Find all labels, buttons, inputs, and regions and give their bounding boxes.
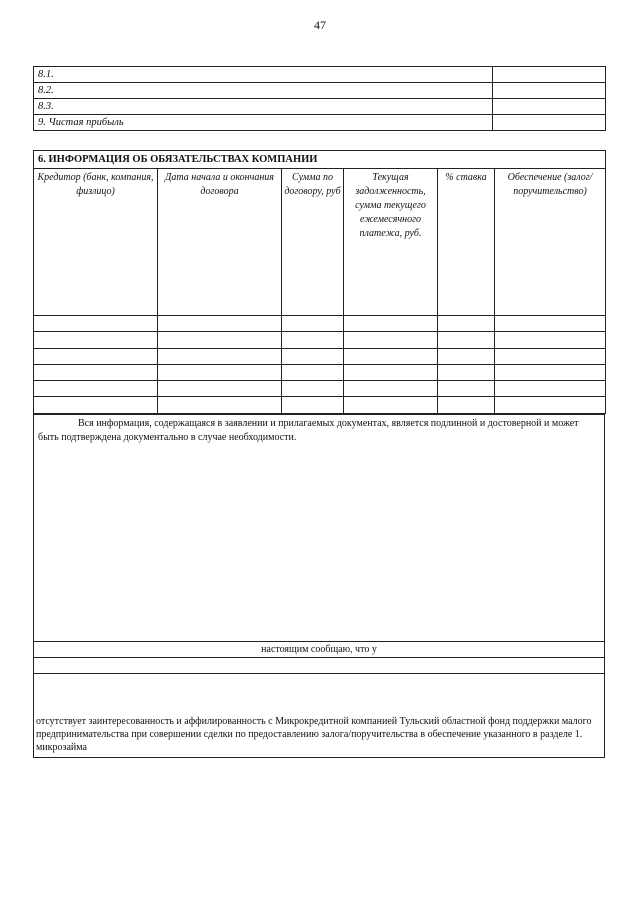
page-number: 47 — [314, 18, 326, 32]
row-label: 8.3. — [34, 99, 493, 115]
value-cell[interactable] — [493, 115, 606, 131]
declaration-box — [33, 414, 605, 642]
table-cell[interactable] — [158, 348, 282, 364]
table-cell[interactable] — [282, 381, 344, 397]
value-cell[interactable] — [493, 83, 606, 99]
table-row — [34, 115, 606, 131]
table-row — [34, 348, 606, 364]
applicant-name-field[interactable] — [34, 658, 605, 674]
table-cell[interactable] — [438, 348, 495, 364]
table-cell[interactable] — [495, 381, 606, 397]
table-cell[interactable] — [282, 348, 344, 364]
financial-indicators-table — [33, 66, 606, 131]
table-cell[interactable] — [495, 316, 606, 332]
column-header-contract-dates: Дата начала и окончания договора — [158, 169, 282, 316]
table-cell[interactable] — [34, 348, 158, 364]
table-cell[interactable] — [282, 397, 344, 413]
column-header-contract-amount: Сумма по договору, руб — [282, 169, 344, 316]
table-row — [34, 332, 606, 348]
table-cell[interactable] — [495, 397, 606, 413]
notification-text: отсутствует заинтересованность и аффилированность с Микрокредитной компанией Тульский областной фонд поддержки малого предпринимательства при совершении сделки по предоставлению залога/поручительства в обеспечение указанного в разделе 1. микрозайма — [34, 674, 605, 758]
column-header-current-debt: Текущая задолженность, сумма текущего ежемесячного платежа, руб. — [344, 169, 438, 316]
column-header-collateral: Обеспечение (залог/поручительство) — [495, 169, 606, 316]
table-cell[interactable] — [34, 316, 158, 332]
table-cell[interactable] — [158, 397, 282, 413]
table-cell[interactable] — [34, 332, 158, 348]
table-cell[interactable] — [34, 397, 158, 413]
header-row — [34, 169, 606, 316]
value-cell[interactable] — [493, 67, 606, 83]
notification-lead-text: настоящим сообщаю, что у — [34, 642, 605, 658]
row-label: 8.1. — [34, 67, 493, 83]
column-header-creditor: Кредитор (банк, компания, физлицо) — [34, 169, 158, 316]
table-row — [34, 67, 606, 83]
value-cell[interactable] — [493, 99, 606, 115]
table-row — [34, 381, 606, 397]
table-cell[interactable] — [495, 332, 606, 348]
row-label: 9. Чистая прибыль — [34, 115, 493, 131]
table-cell[interactable] — [34, 381, 158, 397]
table-cell[interactable] — [438, 364, 495, 380]
table-row — [34, 316, 606, 332]
table-cell[interactable] — [158, 381, 282, 397]
table-row — [34, 83, 606, 99]
table-cell[interactable] — [344, 381, 438, 397]
table-cell[interactable] — [495, 348, 606, 364]
table-cell[interactable] — [344, 348, 438, 364]
table-row — [34, 397, 606, 413]
table-cell[interactable] — [344, 397, 438, 413]
table-cell[interactable] — [495, 364, 606, 380]
column-header-rate: % ставка — [438, 169, 495, 316]
table-cell[interactable] — [158, 332, 282, 348]
table-cell[interactable] — [344, 316, 438, 332]
table-cell[interactable] — [438, 316, 495, 332]
table-row — [34, 364, 606, 380]
notification-box — [33, 641, 605, 758]
table-row — [34, 99, 606, 115]
table-cell[interactable] — [344, 364, 438, 380]
section-title: 6. ИНФОРМАЦИЯ ОБ ОБЯЗАТЕЛЬСТВАХ КОМПАНИИ — [34, 151, 606, 169]
table-cell[interactable] — [438, 332, 495, 348]
table-cell[interactable] — [34, 364, 158, 380]
table-cell[interactable] — [282, 364, 344, 380]
row-label: 8.2. — [34, 83, 493, 99]
table-cell[interactable] — [344, 332, 438, 348]
table-cell[interactable] — [282, 316, 344, 332]
table-cell[interactable] — [438, 397, 495, 413]
table-cell[interactable] — [158, 364, 282, 380]
obligations-table — [33, 150, 606, 414]
table-cell[interactable] — [438, 381, 495, 397]
declaration-text: Вся информация, содержащаяся в заявлении и прилагаемых документах, является подлинной и достоверной и может быть подтверждена документально в случае необходимости. — [34, 415, 605, 642]
table-cell[interactable] — [158, 316, 282, 332]
table-cell[interactable] — [282, 332, 344, 348]
